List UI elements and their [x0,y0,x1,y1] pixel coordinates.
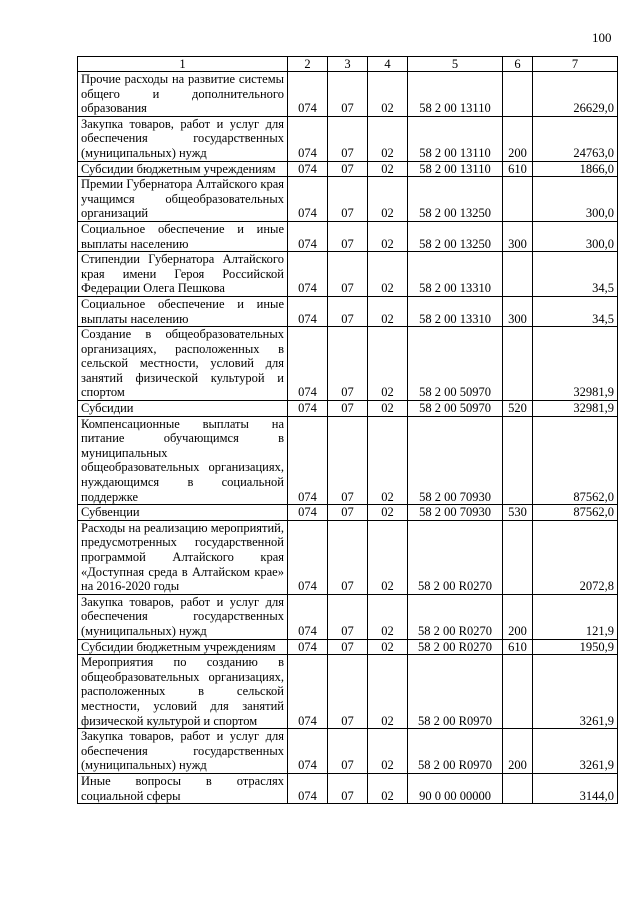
cell-expense-type [503,655,533,729]
cell-expense-name: Социальное обеспечение и иные выплаты населению [78,296,288,326]
cell-expense-type: 200 [503,729,533,774]
cell-admin-code: 074 [288,594,328,639]
cell-subsection: 02 [368,594,408,639]
cell-target-article: 58 2 00 13110 [408,72,503,117]
cell-admin-code: 074 [288,252,328,297]
cell-target-article: 58 2 00 13110 [408,116,503,161]
cell-section: 07 [328,296,368,326]
cell-admin-code: 074 [288,296,328,326]
cell-admin-code: 074 [288,177,328,222]
cell-expense-type [503,520,533,594]
cell-expense-type: 530 [503,505,533,521]
cell-section: 07 [328,520,368,594]
cell-subsection: 02 [368,177,408,222]
cell-target-article: 58 2 00 13250 [408,177,503,222]
cell-expense-name: Субсидии бюджетным учреждениям [78,639,288,655]
cell-amount: 3261,9 [533,729,618,774]
cell-expense-type [503,72,533,117]
cell-amount: 3261,9 [533,655,618,729]
cell-section: 07 [328,401,368,417]
cell-section: 07 [328,72,368,117]
cell-expense-name: Премии Губернатора Алтайского края учащимся общеобразовательных организаций [78,177,288,222]
budget-table [77,56,618,804]
cell-amount: 3144,0 [533,773,618,803]
cell-expense-name: Субвенции [78,505,288,521]
cell-target-article: 58 2 00 13250 [408,221,503,251]
cell-subsection: 02 [368,116,408,161]
cell-section: 07 [328,252,368,297]
cell-expense-type: 200 [503,594,533,639]
cell-expense-type [503,177,533,222]
table-row [78,161,618,177]
cell-expense-name: Социальное обеспечение и иные выплаты населению [78,221,288,251]
cell-expense-type: 610 [503,161,533,177]
cell-subsection: 02 [368,520,408,594]
cell-expense-name: Стипендии Губернатора Алтайского края имени Героя Российской Федерации Олега Пешкова [78,252,288,297]
cell-subsection: 02 [368,72,408,117]
cell-subsection: 02 [368,655,408,729]
cell-amount: 1950,9 [533,639,618,655]
table-row [78,221,618,251]
header-row [78,57,618,72]
cell-section: 07 [328,505,368,521]
cell-expense-name: Закупка товаров, работ и услуг для обеспечения государственных (муниципальных) нужд [78,594,288,639]
cell-target-article: 58 2 00 50970 [408,401,503,417]
col-header-name: 1 [78,57,288,72]
table-row [78,594,618,639]
cell-target-article: 58 2 00 R0970 [408,655,503,729]
cell-target-article: 90 0 00 00000 [408,773,503,803]
cell-admin-code: 074 [288,161,328,177]
cell-admin-code: 074 [288,221,328,251]
cell-admin-code: 074 [288,401,328,417]
cell-expense-name: Компенсационные выплаты на питание обучающимся в муниципальных общеобразовательных организациях, нуждающимся в социальной поддержке [78,416,288,505]
cell-admin-code: 074 [288,655,328,729]
cell-subsection: 02 [368,327,408,401]
cell-section: 07 [328,327,368,401]
cell-expense-type [503,773,533,803]
cell-amount: 87562,0 [533,416,618,505]
cell-admin-code: 074 [288,520,328,594]
cell-expense-name: Иные вопросы в отраслях социальной сферы [78,773,288,803]
cell-admin-code: 074 [288,327,328,401]
cell-expense-type [503,252,533,297]
cell-section: 07 [328,773,368,803]
cell-section: 07 [328,116,368,161]
cell-expense-name: Закупка товаров, работ и услуг для обеспечения государственных (муниципальных) нужд [78,729,288,774]
table-row [78,116,618,161]
table-row [78,773,618,803]
cell-amount: 24763,0 [533,116,618,161]
cell-admin-code: 074 [288,773,328,803]
cell-admin-code: 074 [288,729,328,774]
cell-subsection: 02 [368,296,408,326]
cell-amount: 87562,0 [533,505,618,521]
table-body [78,72,618,804]
cell-subsection: 02 [368,221,408,251]
table-row [78,639,618,655]
cell-target-article: 58 2 00 13310 [408,296,503,326]
cell-expense-name: Расходы на реализацию мероприятий, предусмотренных государственной программой Алтайского края «Доступная среда в Алтайском крае» на 2016-2020 годы [78,520,288,594]
cell-target-article: 58 2 00 70930 [408,416,503,505]
cell-expense-name: Прочие расходы на развитие системы общего и дополнительного образования [78,72,288,117]
cell-target-article: 58 2 00 70930 [408,505,503,521]
cell-target-article: 58 2 00 50970 [408,327,503,401]
cell-section: 07 [328,416,368,505]
cell-expense-type: 520 [503,401,533,417]
cell-subsection: 02 [368,161,408,177]
cell-expense-name: Субсидии [78,401,288,417]
cell-target-article: 58 2 00 R0970 [408,729,503,774]
table-row [78,72,618,117]
cell-section: 07 [328,655,368,729]
cell-expense-name: Субсидии бюджетным учреждениям [78,161,288,177]
cell-subsection: 02 [368,252,408,297]
cell-section: 07 [328,221,368,251]
cell-amount: 34,5 [533,296,618,326]
cell-section: 07 [328,729,368,774]
table-row [78,505,618,521]
col-header-subsection: 4 [368,57,408,72]
col-header-amount: 7 [533,57,618,72]
cell-expense-name: Создание в общеобразовательных организациях, расположенных в сельской местности, условий для занятий физической культурой и спортом [78,327,288,401]
cell-target-article: 58 2 00 13310 [408,252,503,297]
cell-expense-name: Закупка товаров, работ и услуг для обеспечения государственных (муниципальных) нужд [78,116,288,161]
cell-expense-name: Мероприятия по созданию в общеобразовательных организациях, расположенных в сельской местности, условий для занятий физической культурой и спортом [78,655,288,729]
cell-target-article: 58 2 00 R0270 [408,639,503,655]
cell-subsection: 02 [368,401,408,417]
cell-expense-type: 300 [503,296,533,326]
col-header-type: 6 [503,57,533,72]
cell-amount: 1866,0 [533,161,618,177]
cell-amount: 32981,9 [533,401,618,417]
cell-target-article: 58 2 00 R0270 [408,520,503,594]
table-row [78,655,618,729]
col-header-section: 3 [328,57,368,72]
cell-subsection: 02 [368,639,408,655]
cell-amount: 300,0 [533,177,618,222]
cell-expense-type: 200 [503,116,533,161]
table-row [78,252,618,297]
cell-admin-code: 074 [288,639,328,655]
cell-amount: 2072,8 [533,520,618,594]
cell-admin-code: 074 [288,416,328,505]
cell-expense-type: 610 [503,639,533,655]
cell-expense-type: 300 [503,221,533,251]
table-row [78,729,618,774]
cell-section: 07 [328,177,368,222]
cell-expense-type [503,327,533,401]
col-header-admin: 2 [288,57,328,72]
table-row [78,296,618,326]
cell-subsection: 02 [368,773,408,803]
cell-admin-code: 074 [288,116,328,161]
cell-target-article: 58 2 00 R0270 [408,594,503,639]
cell-amount: 34,5 [533,252,618,297]
cell-subsection: 02 [368,729,408,774]
cell-amount: 26629,0 [533,72,618,117]
cell-admin-code: 074 [288,72,328,117]
table-row [78,401,618,417]
table-row [78,416,618,505]
cell-subsection: 02 [368,416,408,505]
cell-target-article: 58 2 00 13110 [408,161,503,177]
cell-amount: 32981,9 [533,327,618,401]
cell-admin-code: 074 [288,505,328,521]
col-header-target: 5 [408,57,503,72]
cell-amount: 121,9 [533,594,618,639]
table-row [78,327,618,401]
cell-subsection: 02 [368,505,408,521]
cell-expense-type [503,416,533,505]
cell-section: 07 [328,594,368,639]
table-row [78,520,618,594]
cell-section: 07 [328,639,368,655]
cell-amount: 300,0 [533,221,618,251]
page-number: 100 [592,30,612,45]
table-row [78,177,618,222]
cell-section: 07 [328,161,368,177]
